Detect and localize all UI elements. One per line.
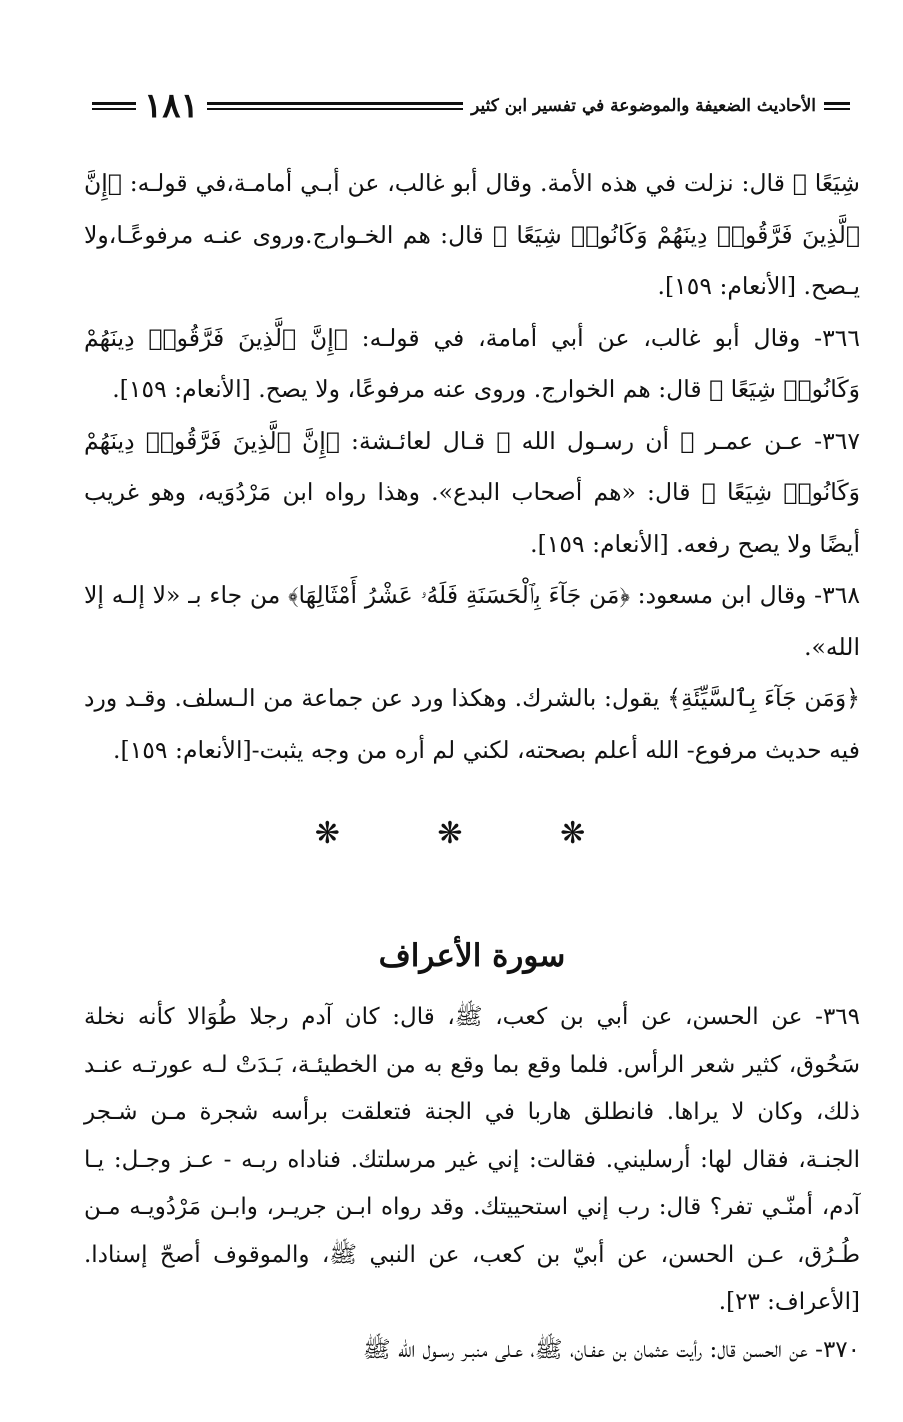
header-rule-left <box>92 102 136 110</box>
paragraph-continuation: شِيَعًا ﴾ قال: نزلت في هذه الأمة. وقال أبو غالب، عن أبـي أمامـة،في قولـه: ﴿إِنَّ ٱلَّذِينَ فَرَّقُوا۟ دِينَهُمْ وَكَانُوا۟ شِيَعًا ﴾ قال: هم الخـوارج.وروى عنـه مرفوعًـا،ولا يـصح. [الأنعام: ١٥٩]. <box>84 169 860 300</box>
section-separator: ❋ ❋ ❋ <box>314 816 630 851</box>
surah-title: سورة الأعراف <box>378 938 566 974</box>
hadith-369: ٣٦٩- عن الحسن، عن أبي بن كعب، ﷺ، قال: كان آدم رجلا طُوَالا كأنه نخلة سَحُوق، كثير شعر الرأس. فلما وقع بما وقع به من الخطيئـة، بَـدَتْ لـه عورتـه عنـد ذلك، وكان لا يراها. فانطلق هاربا في الجنة فتعلقت برأسه شجرة مـن شـجر الجنـة، فقال لها: أرسليني. فقالت: إني غير مرسلتك. فناداه ربـه - عـز وجـل: يـا آدم، أمنّـي تفر؟ قال: رب إني استحييتك. وقد رواه ابـن جريـر، وابـن مَرْدُويـه مـن طُـرُق، عـن الحسن، عن أبيّ بن كعب، عن النبي ﷺ، والموقوف أصحّ إسنادا. [الأعراف: ٢٣]. <box>84 1004 860 1315</box>
hadith-367: ٣٦٧- عـن عمـر ﷺ أن رسـول الله ﷺ قـال لعائـشة: ﴿إِنَّ ٱلَّذِينَ فَرَّقُوا۟ دِينَهُمْ وَكَانُوا۟ شِيَعًا ﴾ قال: «هم أصحاب البدع». وهذا رواه ابن مَرْدُوَيه، وهو غريب أيضًا ولا يصح رفعه. [الأنعام: ١٥٩]. <box>84 426 860 558</box>
header-rule-right <box>824 102 850 110</box>
hadith-370: ٣٧٠- عن الحسن قال: رأيت عثمان بن عفـان، ﷺ، عـلى منبـر رسـول الله ﷺ <box>362 1336 860 1363</box>
hadith-366: ٣٦٦- وقال أبو غالب، عن أبي أمامة، في قولـه: ﴿إِنَّ ٱلَّذِينَ فَرَّقُوا۟ دِينَهُمْ وَكَانُوا۟ شِيَعًا ﴾ قال: هم الخوارج. وروى عنه مرفوعًا، ولا يصح. [الأنعام: ١٥٩]. <box>84 323 860 403</box>
surah-section <box>84 926 860 1374</box>
running-header <box>92 88 850 124</box>
book-title: الأحاديث الضعيفة والموضوعة في تفسير ابن كثير <box>471 96 816 116</box>
hadith-368-continued: ﴿وَمَن جَآءَ بِٱلسَّيِّئَةِ﴾ يقول: بالشرك. وهكذا ورد عن جماعة من الـسلف. وقـد ورد فيه حديث مرفوع- الله أعلم بصحته، لكني لم أره من وجه يثبت-[الأنعام: ١٥٩]. <box>84 684 860 764</box>
hadith-368: ٣٦٨- وقال ابن مسعود: ﴿مَن جَآءَ بِٱلْحَسَنَةِ فَلَهُۥ عَشْرُ أَمْثَالِهَا﴾ من جاء بـ «لا إلـه إلا الله». <box>84 581 860 661</box>
page-number: ١٨١ <box>144 86 199 126</box>
header-rule-middle <box>207 102 463 110</box>
page-body <box>84 158 860 1374</box>
